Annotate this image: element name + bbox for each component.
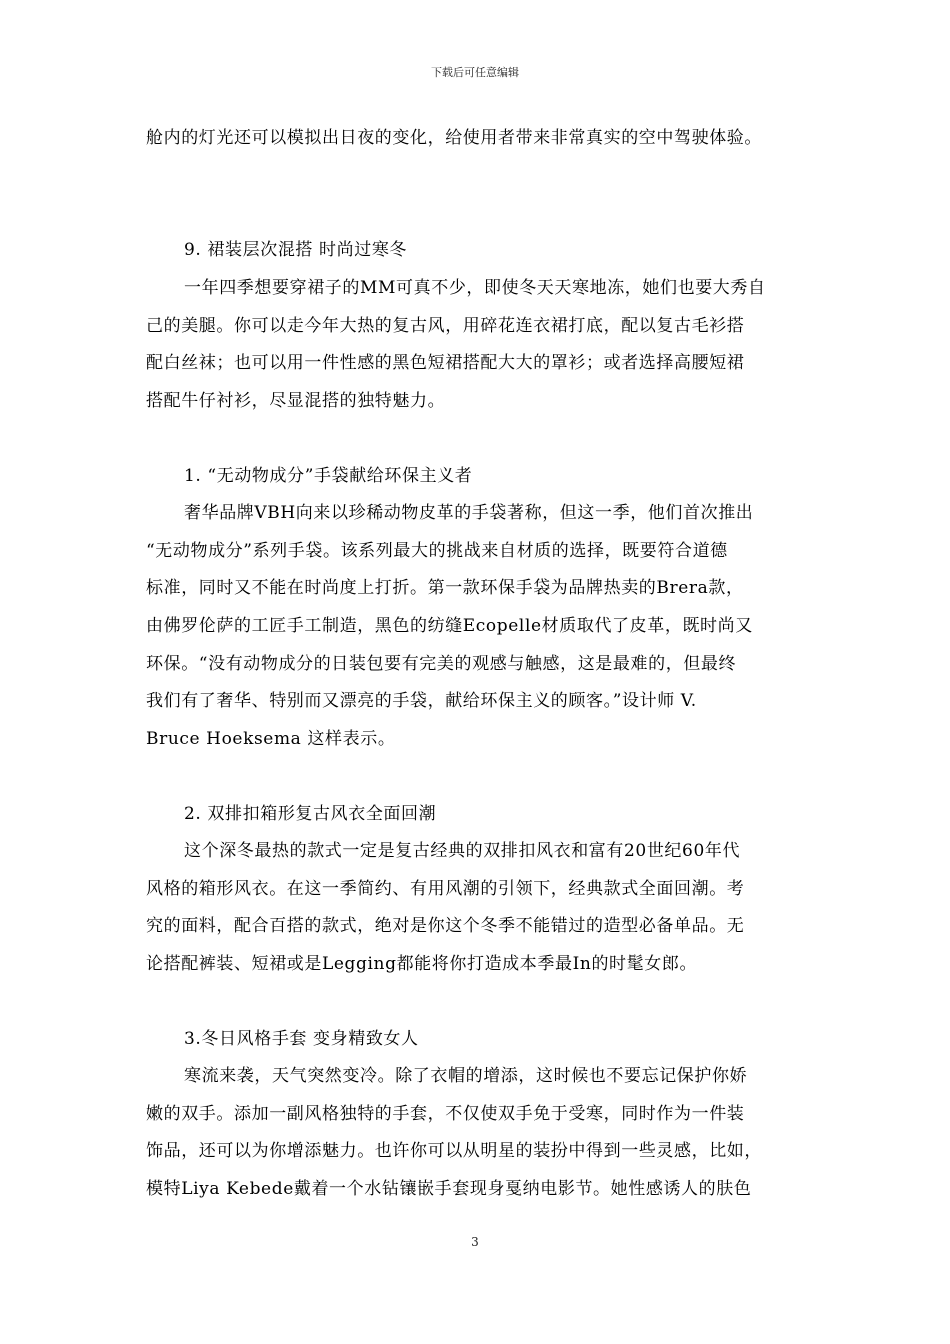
section-2-line: 究的面料，配合百搭的款式，绝对是你这个冬季不能错过的造型必备单品。无	[146, 916, 745, 936]
section-3-line: 寒流来袭，天气突然变冷。除了衣帽的增添，这时候也不要忘记保护你娇	[184, 1066, 748, 1086]
section-3-line: 嫩的双手。添加一副风格独特的手套，不仅使双手免于受寒，同时作为一件装	[146, 1104, 745, 1124]
section-9-line: 搭配牛仔衬衫，尽显混搭的独特魅力。	[146, 391, 446, 411]
section-1-line: 环保。“没有动物成分的日装包要有完美的观感与触感，这是最难的，但最终	[146, 654, 737, 674]
page-header: 下载后可任意编辑	[431, 66, 519, 79]
section-2-line: 风格的箱形风衣。在这一季简约、有用风潮的引领下，经典款式全面回潮。考	[146, 879, 745, 899]
section-1-line: 奢华品牌VBH向来以珍稀动物皮革的手袋著称，但这一季，他们首次推出	[184, 503, 754, 523]
section-9-line: 配白丝袜；也可以用一件性感的黑色短裙搭配大大的罩衫；或者选择高腰短裙	[146, 353, 745, 373]
section-9-heading: 9. 裙装层次混搭 时尚过寒冬	[184, 240, 408, 260]
intro-line: 舱内的灯光还可以模拟出日夜的变化，给使用者带来非常真实的空中驾驶体验。	[146, 128, 762, 148]
section-1-line: 标准，同时又不能在时尚度上打折。第一款环保手袋为品牌热卖的Brera款，	[146, 578, 744, 598]
section-2-heading: 2. 双排扣箱形复古风衣全面回潮	[184, 804, 437, 824]
page-number: 3	[471, 1235, 479, 1249]
section-9-line: 己的美腿。你可以走今年大热的复古风，用碎花连衣裙打底，配以复古毛衫搭	[146, 316, 745, 336]
section-1-line: 由佛罗伦萨的工匠手工制造，黑色的纺缝Ecopelle材质取代了皮革，既时尚又	[146, 616, 753, 636]
section-1-line: Bruce Hoeksema 这样表示。	[146, 729, 396, 749]
section-3-heading: 3.冬日风格手套 变身精致女人	[184, 1029, 419, 1049]
section-1-line: 我们有了奢华、特别而又漂亮的手袋，献给环保主义的顾客。”设计师 V.	[146, 691, 697, 711]
section-2-line: 这个深冬最热的款式一定是复古经典的双排扣风衣和富有20世纪60年代	[184, 841, 741, 861]
section-2-line: 论搭配裤装、短裙或是Legging都能将你打造成本季最In的时髦女郎。	[146, 954, 698, 974]
section-9-line: 一年四季想要穿裙子的MM可真不少，即使冬天天寒地冻，她们也要大秀自	[184, 278, 766, 298]
section-1-heading: 1. “无动物成分”手袋献给环保主义者	[184, 466, 473, 486]
section-3-line: 模特Liya Kebede戴着一个水钻镶嵌手套现身戛纳电影节。她性感诱人的肤色	[146, 1179, 752, 1199]
section-1-line: “无动物成分”系列手袋。该系列最大的挑战来自材质的选择，既要符合道德	[146, 541, 728, 561]
section-3-line: 饰品，还可以为你增添魅力。也许你可以从明星的装扮中得到一些灵感，比如，	[146, 1141, 762, 1161]
